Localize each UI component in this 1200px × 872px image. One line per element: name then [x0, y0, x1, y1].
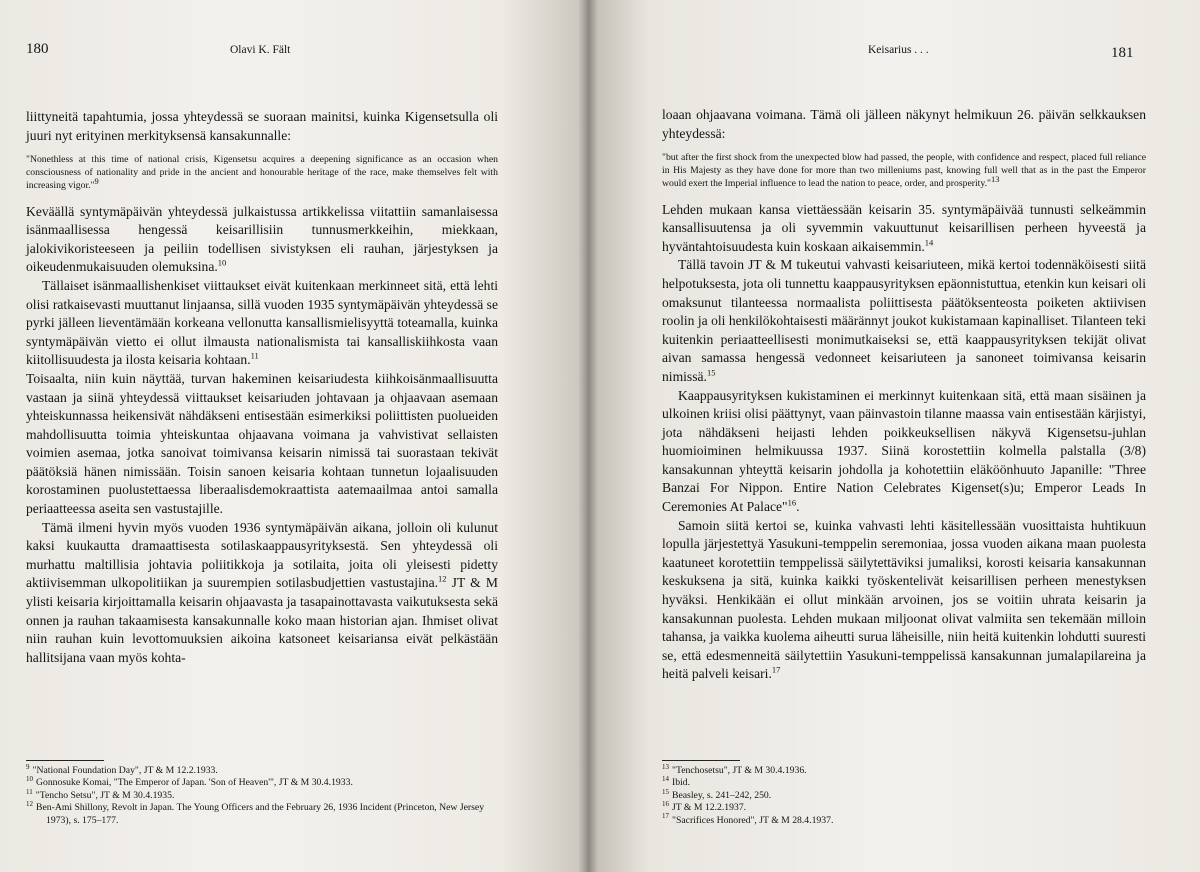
paragraph: Tällaiset isänmaallishenkiset viittaukset eivät kuitenkaan merkinneet sitä, että lehti olisi ratkaisevasti muuttanut linjaansa, sillä vuoden 1935 syntymäpäivän yhteydessä se pyrki jälleen lieventämään korkeana vellonutta kansallismielisyyttä toteamalla, kuinka syntymäpäivän vietto ei ollut ilmausta nationalismista tai kansalliskiihkosta vaan kiitollisuudesta ja ilosta keisaria kohtaan.$^{11}$ [26, 277, 498, 368]
paragraph: Toisaalta, niin kuin näyttää, turvan hakeminen keisariudesta kiihkoisänmaallisuutta vastaan ja siinä yhteydessä viittaukset keisariuden johtavaan ja ohjaavaan asemaan yhteiskunnassa heikensivät nähdäkseni entisestään esimerkiksi poliittisten puolueiden mahdollisuutta toimia yhteiskuntaa ohjaavana voimana ja vahvistivat sellaisten voimien asemaa, jotka sanoivat toimivansa keisarin nimissä tai suorastaan tekivät päätöksiä hänen nimissään. Toisin sanoen keisaria kohtaan tunnetun lojaalisuuden korostaminen puolustettaessa liberaalisdemokraattista aatemaailmaa antoi samalla periaatteessa aseita sen vastustajille. [26, 370, 498, 517]
running-head: Olavi K. Fält [230, 44, 291, 56]
page-number: 180 [26, 41, 49, 57]
footnote-ref: 13 [990, 173, 1000, 184]
block-quote: "but after the first shock from the unexpected blow had passed, the people, with confidence and respect, placed full reliance in His Majesty as they have done for more than two milleniums past, knowing full well that as in the past the Emperor would exert the Imperial influence to lead the nation to peace, order, and prosperity."$^{13}$ [662, 152, 1146, 189]
footnote-rule [662, 760, 740, 761]
paragraph: loaan ohjaavana voimana. Tämä oli jälleen näkynyt helmikuun 26. päivän selkkauksen yhteydessä: [662, 107, 1146, 141]
footnote-ref: 11 [250, 350, 259, 361]
footnote: $^{16}$ JT & M 12.2.1937. [662, 799, 747, 814]
footnote-rule [26, 760, 104, 761]
block-quote: "Nonethless at this time of national crisis, Kigensetsu acquires a deepening significance as an occasion when consciousness of nationality and pride in the ancient and honourable heritage of the race, make themselves felt with increasing vigor."$^9$ [26, 154, 498, 191]
paragraph: Keväällä syntymäpäivän yhteydessä julkaistussa artikkelissa viitattiin samanlaisessa isänmaallisessa hengessä keisarillisiin tunnusmerkkeihin, miekkaan, jalokivikoristeeseen ja peiliin todellisen sivistyksen eli rauhan, järjestyksen ja oikeudenmukaisuuden olemuksina.$^{10}$ [26, 203, 498, 275]
footnote-ref: 10 [217, 257, 227, 268]
left-page [0, 0, 588, 872]
footnote-ref: 12 [438, 573, 447, 584]
footnote-ref: 14 [924, 237, 934, 248]
footnote: $^{15}$ Beasley, s. 241–242, 250. [662, 787, 772, 801]
footnote: $^{13}$ "Tenchosetsu", JT & M 30.4.1936. [662, 762, 807, 776]
footnote-ref: 15 [706, 367, 716, 378]
body-text [26, 108, 498, 667]
footnote: $^{12}$ Ben-Ami Shillony, Revolt in Japan. The Young Officers and the February 26, 1936 Incident (Princeton, New Jersey 1973), s. 175–177. [26, 799, 485, 826]
footnotes [662, 760, 1146, 827]
right-page [588, 0, 1200, 872]
footnote: $^{10}$ Gonnosuke Komai, "The Emperor of Japan. 'Son of Heaven'", JT & M 30.4.1933. [26, 775, 353, 789]
footnote-ref: 9 [94, 175, 99, 186]
running-head: Keisarius . . . [868, 44, 929, 56]
footnote-ref: 17 [771, 664, 781, 675]
footnote-ref: 16 [787, 497, 797, 508]
footnote: $^{17}$ "Sacrifices Honored", JT & M 28.4.1937. [662, 812, 834, 826]
paragraph: Lehden mukaan kansa viettäessään keisarin 35. syntymäpäivää tunnusti selkeämmin kansallisuutensa ja oli syvemmin vakuuttunut keisarillisen perheen hyveestä ja hyväntahtoisuudesta kuin koskaan aikaisemmin.$^{14}$ [662, 201, 1146, 254]
body-text [662, 106, 1146, 684]
paragraph: Samoin siitä kertoi se, kuinka vahvasti lehti käsitellessään vuosittaista huhtikuun lopulla järjestettyä Yasukuni-temppelin seremoniaa, jossa vuoden aikana maan puolesta kaatuneet korotettiin temppelissä säilytettäviksi jumaliksi, korosti keisaria kansakunnan keskuksena ja sitä, kuinka kaikki työskentelivät keisarillisen perheen menestyksen hyväksi. Henkikään ei ollut minkään arvoinen, jos se voitiin uhrata keisarin ja kansakunnan puolesta. Lehden mukaan miljoonat olivat valmiita sen tekemään milloin tahansa, ja vaikka kuolema aiheutti surua läheisille, niin heitä kuitenkin lohdutti suuresti se, että edesmenneitä säilytettiin Yasukuni-temppelissä kansakunnan jumalapilareina ja heitä palveli keisari.$^{17}$ [662, 517, 1146, 682]
paragraph: Kaappausyrityksen kukistaminen ei merkinnyt kuitenkaan sitä, että maan sisäinen ja ulkoinen kriisi olisi päättynyt, vaan päinvastoin tilanne maassa vain entisestään kärjistyi, jota nähdäkseni heijasti lehden poikkeuksellisen näkyvä Kigensetsu-juhlan huomioiminen helmikuussa 1937. Siinä korostettiin kolmella palstalla (3/8) kansakunnan yhteyttä keisarin johdolla ja kohotettiin eläköönhuuto Japanille: "Three Banzai For Nippon. Entire Nation Celebrates Kigenset(s)u; Emperor Leads In Ceremonies At Palace"$^{16}$. [662, 387, 1146, 515]
paragraph: liittyneitä tapahtumia, jossa yhteydessä se suoraan mainitsi, kuinka Kigensetsulla oli juuri nyt erityinen merkityksensä kansakunnalle: [26, 109, 498, 143]
paragraph: Tällä tavoin JT & M tukeutui vahvasti keisariuteen, mikä kertoi todennäköisesti siitä helpotuksesta, jota oli tunnettu kaappausyrityksen epäonnistuttua, etenkin kun keisari oli omaksunut tilanteessa normaalista poliittisesta päätöksenteosta poiketen aktiivisen roolin ja oli henkilökohtaisesti määrännyt joukot kukistamaan kapinalliset. Tilanteen teki kuitenkin periaatteellisesti monimutkaiseksi se, että kaappausyrityksen tekijät olivat aivan samassa hengessä vedonneet keisariuteen ja sanoneet toimivansa keisarin nimissä.$^{15}$ [662, 257, 1147, 384]
footnote: $^9$ "National Foundation Day", JT & M 12.2.1933. [26, 762, 218, 776]
footnote: $^{14}$ Ibid. [662, 775, 691, 789]
paragraph: Tämä ilmeni hyvin myös vuoden 1936 syntymäpäivän aikana, jolloin oli kulunut kaksi kuukautta dramaattisesta sotilaskaappausyrityksestä. Sen yhteydessä oli murhattu maltillisia johtavia poliitikkoja ja sotilaita, joita oli yleisesti pidetty aktiivisemman ulkopolitiikan ja suurempien sotilasbudjettien vastustajina.$^{12}$ JT & M ylisti keisaria kirjoittamalla keisarin ohjaavasta ja tasapainottavasta vaikutuksesta sekä onnen ja rauhan takaamisesta kansakunnalle koko maan historian ajan. Ihmiset olivat niin rauhan kuin levottomuuksien aikoina katsoneet keisariansa eivät pelkästään hallitsijana vaan myös kohta- [26, 519, 498, 665]
page-number: 181 [1111, 45, 1134, 61]
book-gutter [578, 0, 598, 872]
footnote: $^{11}$ "Tencho Setsu", JT & M 30.4.1935. [26, 787, 175, 801]
footnotes [26, 760, 498, 827]
